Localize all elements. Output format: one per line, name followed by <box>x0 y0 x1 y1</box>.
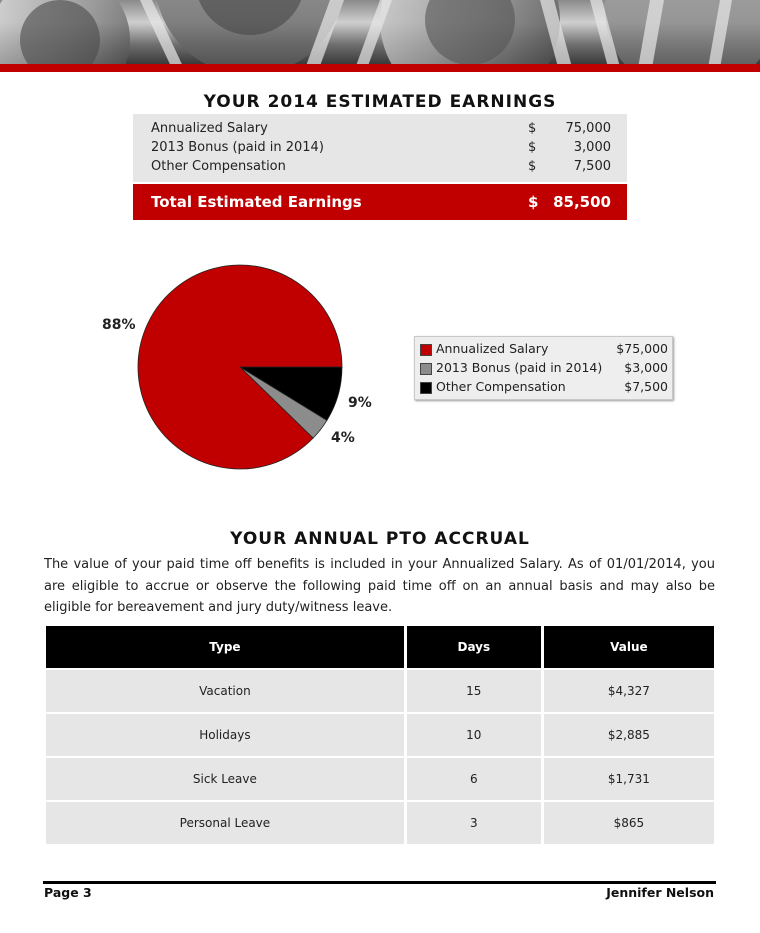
cell-days: 6 <box>407 758 541 800</box>
earnings-table <box>133 114 627 182</box>
pie-slice <box>138 265 342 469</box>
pie-percent-label: 4% <box>331 430 355 446</box>
earnings-amount: 75,000 <box>565 121 611 136</box>
page-number: Page 3 <box>44 885 92 900</box>
total-amount: 85,500 <box>553 193 611 211</box>
total-label: Total Estimated Earnings <box>151 193 362 211</box>
legend-item <box>420 379 668 397</box>
cell-days: 10 <box>407 714 541 756</box>
earnings-row <box>151 121 611 140</box>
legend-value: $3,000 <box>624 360 668 375</box>
cell-type: Vacation <box>46 670 404 712</box>
legend-swatch <box>420 344 432 356</box>
cell-value: $4,327 <box>544 670 714 712</box>
total-currency: $ <box>528 193 539 211</box>
cell-value: $2,885 <box>544 714 714 756</box>
cell-days: 15 <box>407 670 541 712</box>
cell-days: 3 <box>407 802 541 844</box>
cell-type: Personal Leave <box>46 802 404 844</box>
earnings-currency: $ <box>528 121 537 136</box>
table-row <box>46 670 714 712</box>
earnings-pie-chart <box>130 260 350 480</box>
header-banner <box>0 0 760 64</box>
legend-label: Other Compensation <box>436 379 566 394</box>
total-earnings-row <box>133 184 627 220</box>
header-accent-bar <box>0 64 760 72</box>
earnings-title: YOUR 2014 ESTIMATED EARNINGS <box>203 92 557 112</box>
legend-label: 2013 Bonus (paid in 2014) <box>436 360 603 375</box>
earnings-row <box>151 140 611 159</box>
cell-type: Holidays <box>46 714 404 756</box>
footer-name: Jennifer Nelson <box>606 885 714 900</box>
chart-legend <box>414 336 673 400</box>
earnings-amount: 7,500 <box>573 159 611 174</box>
cell-type: Sick Leave <box>46 758 404 800</box>
earnings-amount: 3,000 <box>573 140 611 155</box>
legend-value: $75,000 <box>616 341 668 356</box>
pto-table <box>43 624 717 846</box>
legend-value: $7,500 <box>624 379 668 394</box>
table-header-row <box>46 626 714 668</box>
pie-percent-label: 9% <box>348 395 372 411</box>
earnings-label: Annualized Salary <box>151 121 268 136</box>
legend-item <box>420 360 668 378</box>
pie-percent-label: 88% <box>102 317 136 333</box>
earnings-currency: $ <box>528 159 537 174</box>
legend-label: Annualized Salary <box>436 341 549 356</box>
legend-swatch <box>420 363 432 375</box>
pto-description: The value of your paid time off benefits is included in your Annualized Salary. As of 01/01/2014, you are eligible to accrue or observe the following paid time off on an annual basis and may also be eligible for bereavement and jury duty/witness leave. <box>44 557 715 615</box>
cell-value: $865 <box>544 802 714 844</box>
earnings-label: 2013 Bonus (paid in 2014) <box>151 140 324 155</box>
legend-swatch <box>420 382 432 394</box>
column-header-type: Type <box>46 626 404 668</box>
legend-item <box>420 341 668 359</box>
column-header-value: Value <box>544 626 714 668</box>
table-row <box>46 714 714 756</box>
cell-value: $1,731 <box>544 758 714 800</box>
earnings-row <box>151 159 611 178</box>
earnings-label: Other Compensation <box>151 159 286 174</box>
column-header-days: Days <box>407 626 541 668</box>
pto-title: YOUR ANNUAL PTO ACCRUAL <box>230 529 530 549</box>
table-row <box>46 758 714 800</box>
table-row <box>46 802 714 844</box>
earnings-currency: $ <box>528 140 537 155</box>
footer-divider <box>43 881 716 884</box>
gears-image <box>0 0 760 64</box>
